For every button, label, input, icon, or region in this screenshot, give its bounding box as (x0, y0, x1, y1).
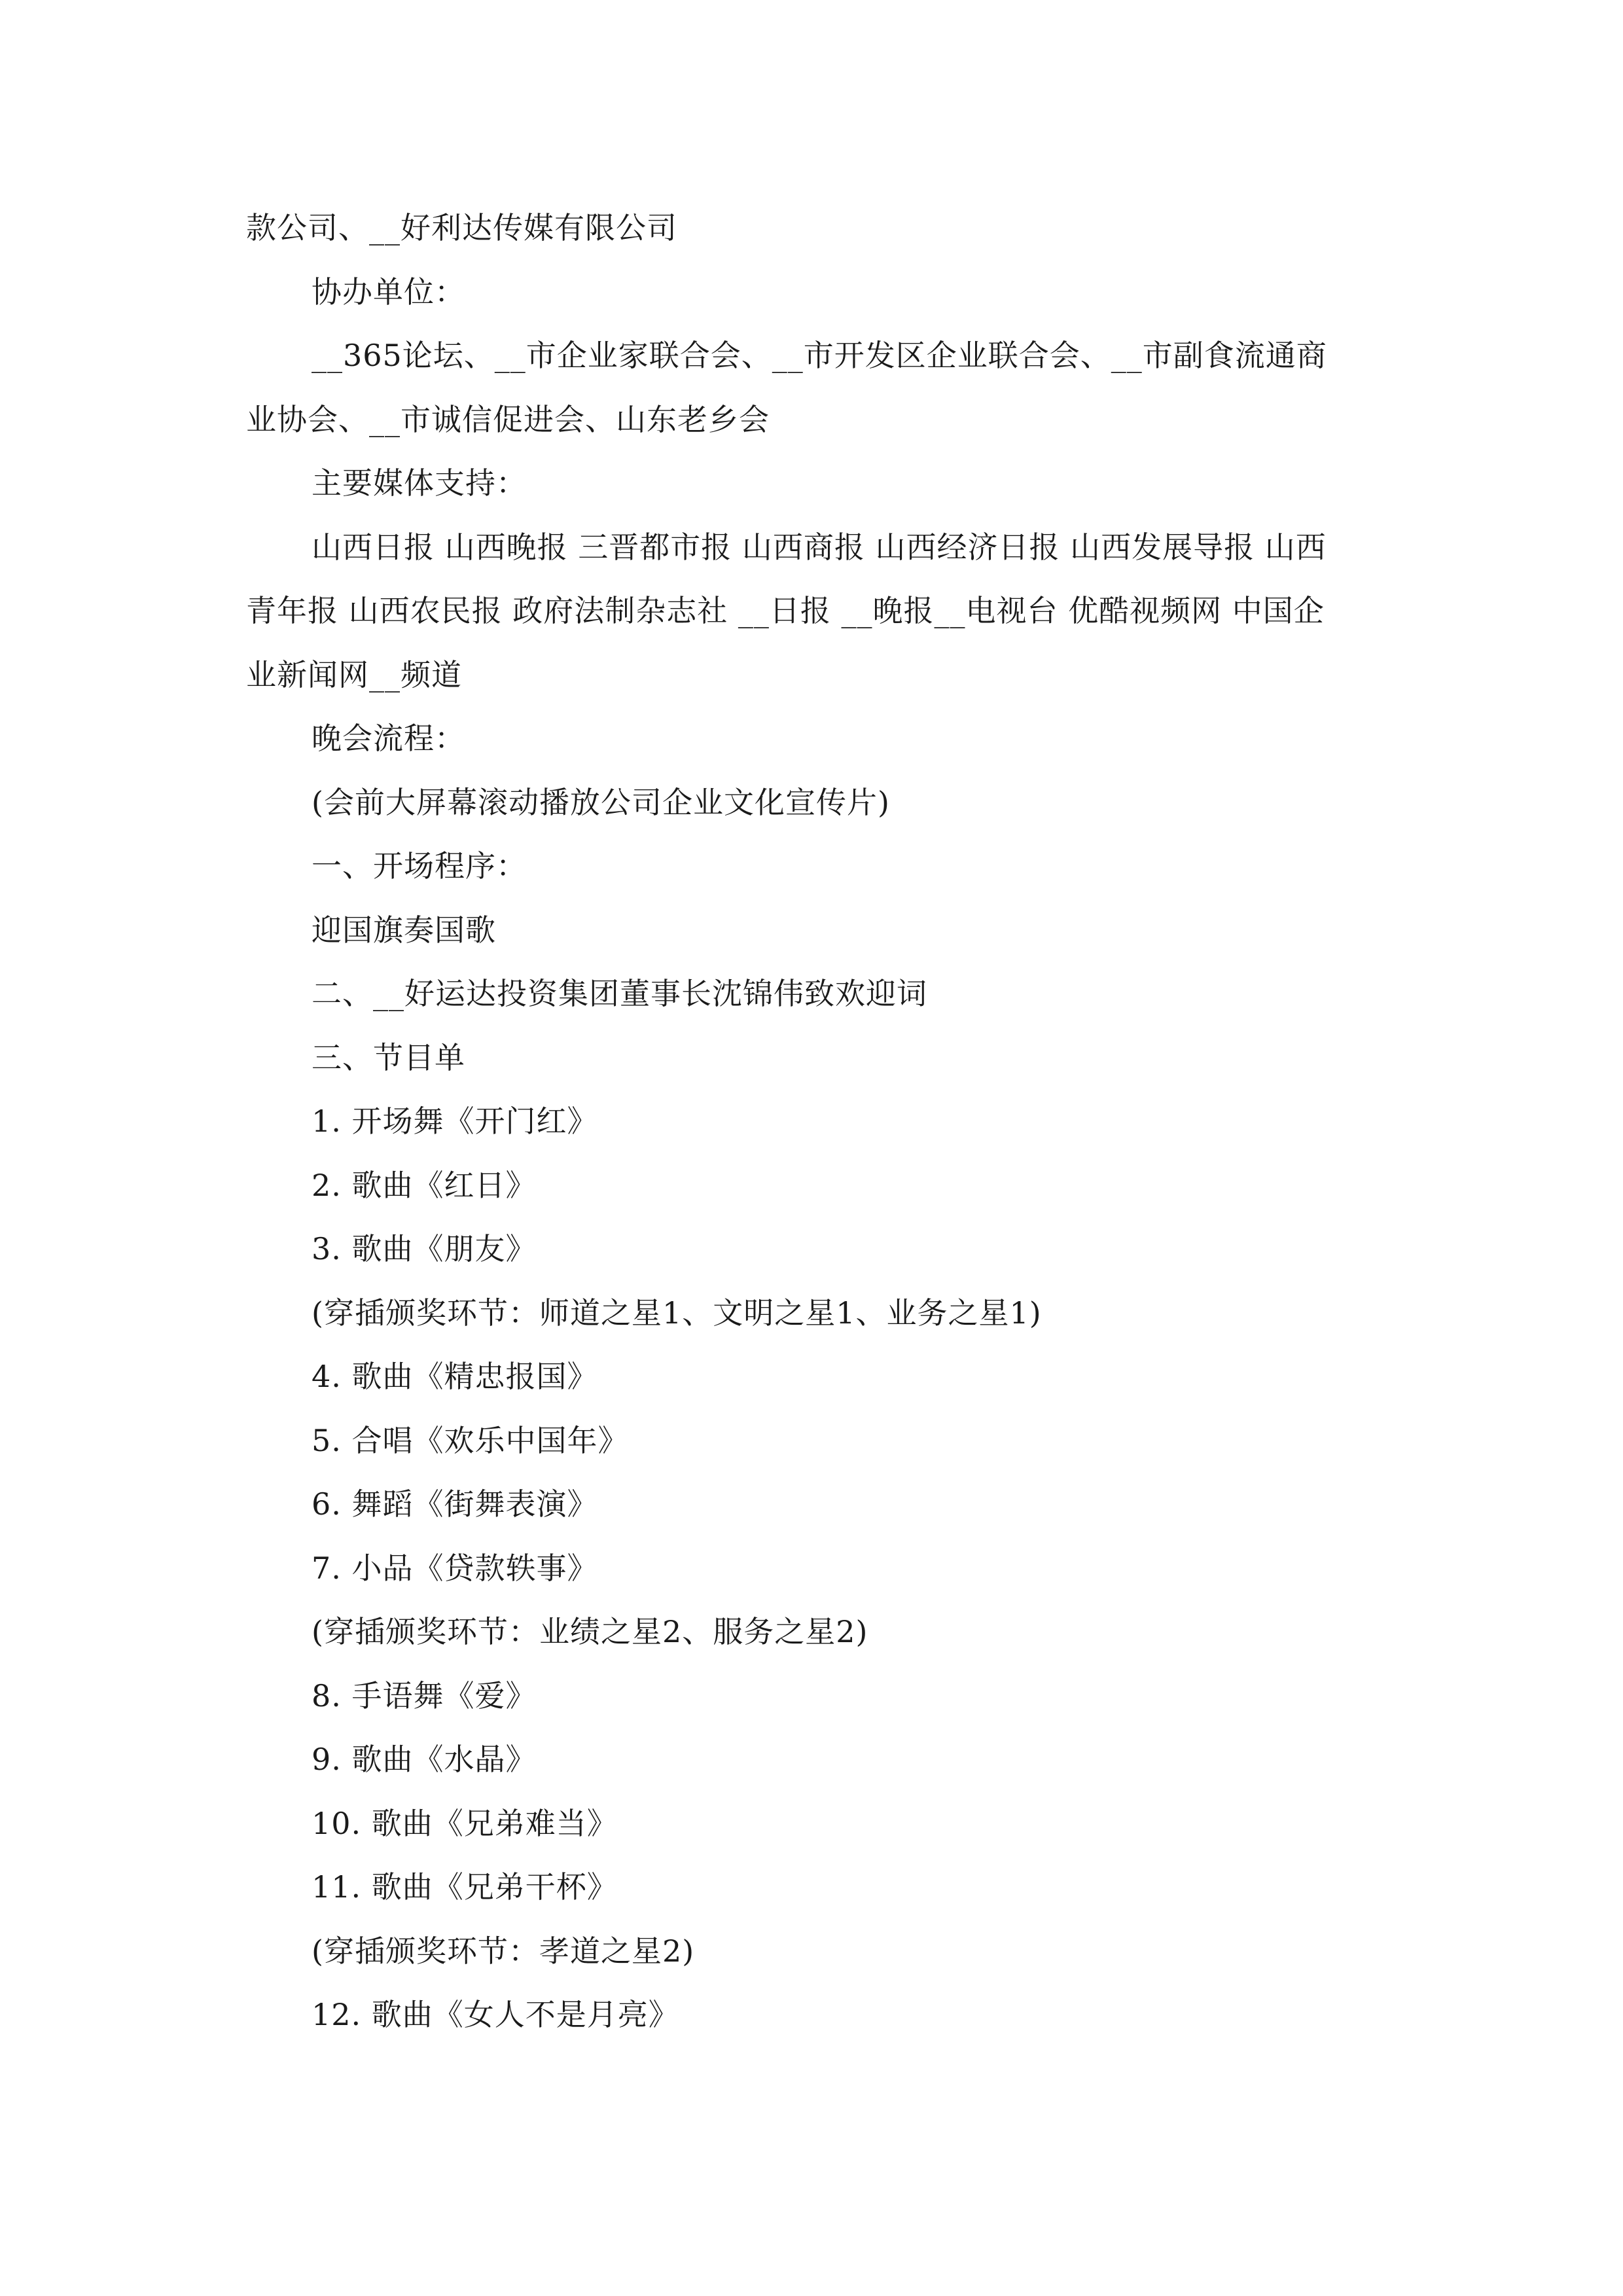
document-body (246, 196, 1378, 2047)
text-line: 三、节目单 (312, 1039, 465, 1075)
text-line: (穿插颁奖环节：师道之星1、文明之星1、业务之星1) (312, 1295, 1042, 1331)
text-line: 9. 歌曲《水晶》 (312, 1742, 537, 1777)
text-line: 业新闻网__频道 (246, 656, 462, 692)
text-line: 7. 小品《贷款轶事》 (312, 1550, 598, 1586)
text-line: (穿插颁奖环节：业绩之星2、服务之星2) (312, 1614, 868, 1649)
text-line: 10. 歌曲《兄弟难当》 (312, 1805, 618, 1841)
text-line: 业协会、__市诚信促进会、山东老乡会 (246, 401, 770, 437)
text-line: 1. 开场舞《开门红》 (312, 1103, 598, 1139)
text-line: 二、__好运达投资集团董事长沈锦伟致欢迎词 (312, 976, 927, 1011)
text-line: 6. 舞蹈《街舞表演》 (312, 1486, 598, 1522)
text-line: (穿插颁奖环节：孝道之星2) (312, 1933, 695, 1969)
text-line: 迎国旗奏国歌 (312, 912, 496, 948)
text-line: 4. 歌曲《精忠报国》 (312, 1359, 598, 1394)
text-line: 山西日报 山西晚报 三晋都市报 山西商报 山西经济日报 山西发展导报 山西 (312, 529, 1327, 565)
text-line: 款公司、__好利达传媒有限公司 (246, 210, 677, 245)
text-line: 主要媒体支持： (312, 465, 527, 501)
text-line: 11. 歌曲《兄弟干杯》 (312, 1869, 618, 1905)
text-line: __365论坛、__市企业家联合会、__市开发区企业联合会、__市副食流通商 (312, 338, 1327, 373)
text-line: 晚会流程： (312, 721, 465, 756)
text-line: 5. 合唱《欢乐中国年》 (312, 1422, 629, 1458)
text-line: 12. 歌曲《女人不是月亮》 (312, 1997, 679, 2032)
text-line: 青年报 山西农民报 政府法制杂志社 __日报 __晚报__电视台 优酷视频网 中国企 (246, 593, 1325, 628)
text-line: 协办单位： (312, 274, 465, 310)
text-line: 一、开场程序： (312, 848, 527, 884)
text-line: 8. 手语舞《爱》 (312, 1677, 537, 1713)
text-line: 3. 歌曲《朋友》 (312, 1231, 537, 1266)
text-line: (会前大屏幕滚动播放公司企业文化宣传片) (312, 784, 890, 820)
text-line: 2. 歌曲《红日》 (312, 1167, 537, 1203)
